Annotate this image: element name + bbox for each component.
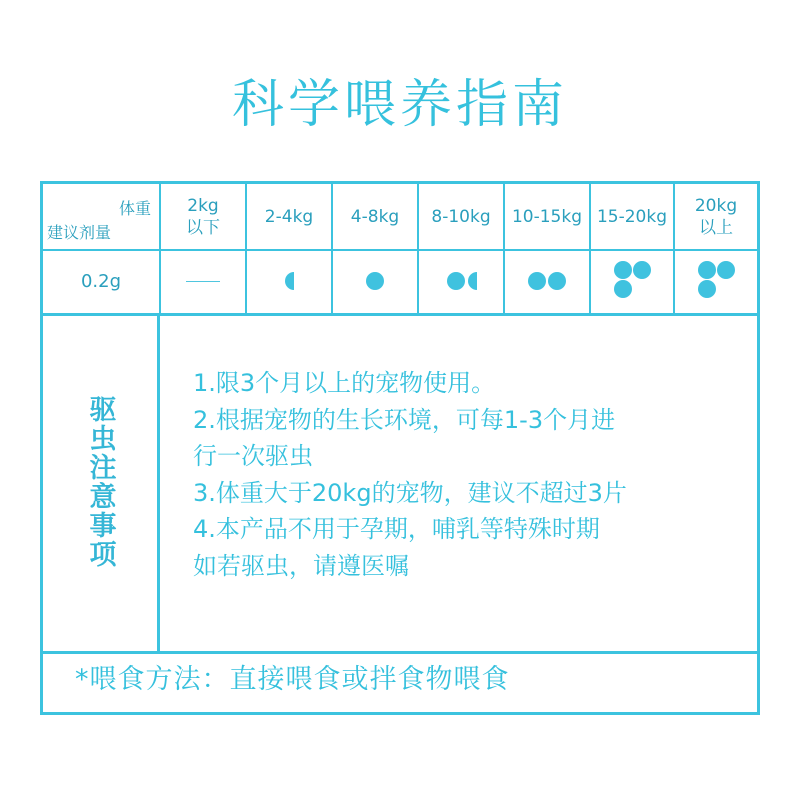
header-corner-cell xyxy=(43,184,161,249)
note-line: 行一次驱虫 xyxy=(193,442,313,470)
dose-one-tablet-icon xyxy=(333,249,419,313)
precautions-list xyxy=(193,365,733,584)
note-line: 如若驱虫，请遵医嘱 xyxy=(193,551,409,580)
weight-cell: 8-10kg xyxy=(419,184,505,249)
dose-three-tablet-icon xyxy=(675,249,757,313)
weight-cell: 2-4kg xyxy=(247,184,333,249)
dose-header-label: 建议剂量 xyxy=(47,223,112,242)
dose-half-tablet-icon xyxy=(247,249,333,313)
dose-row xyxy=(43,249,757,316)
note-line: 4.本产品不用于孕期，哺乳等特殊时期 xyxy=(193,515,600,543)
weight-cell: 10-15kg xyxy=(505,184,591,249)
dose-three-tablet-icon xyxy=(591,249,675,313)
precautions-section xyxy=(43,313,757,654)
precautions-side-title: 驱虫注意事项 xyxy=(84,395,116,569)
dose-label: 0.2g xyxy=(43,249,161,313)
note-line: 1.限3个月以上的宠物使用。 xyxy=(193,369,496,397)
page-title: 科学喂养指南 xyxy=(231,75,568,135)
weight-cell: 20kg 以上 xyxy=(694,195,738,238)
weight-header-row xyxy=(43,184,757,251)
note-line: 2.根据宠物的生长环境，可每1-3个月进 xyxy=(193,405,616,434)
weight-cell: 4-8kg xyxy=(333,184,419,249)
feeding-method: *喂食方法：直接喂食或拌食物喂食 xyxy=(75,664,510,695)
weight-header-label: 体重 xyxy=(118,199,151,218)
guide-table xyxy=(40,181,760,715)
weight-cell: 15-20kg xyxy=(591,184,675,249)
dose-one-half-tablet-icon xyxy=(419,249,505,313)
dose-none-dash xyxy=(161,249,247,313)
dose-two-tablet-icon xyxy=(505,249,591,313)
note-line: 3.体重大于20kg的宠物，建议不超过3片 xyxy=(193,478,627,507)
weight-cell: 2kg 以下 xyxy=(161,184,247,249)
precautions-side-title-cell xyxy=(43,313,160,651)
